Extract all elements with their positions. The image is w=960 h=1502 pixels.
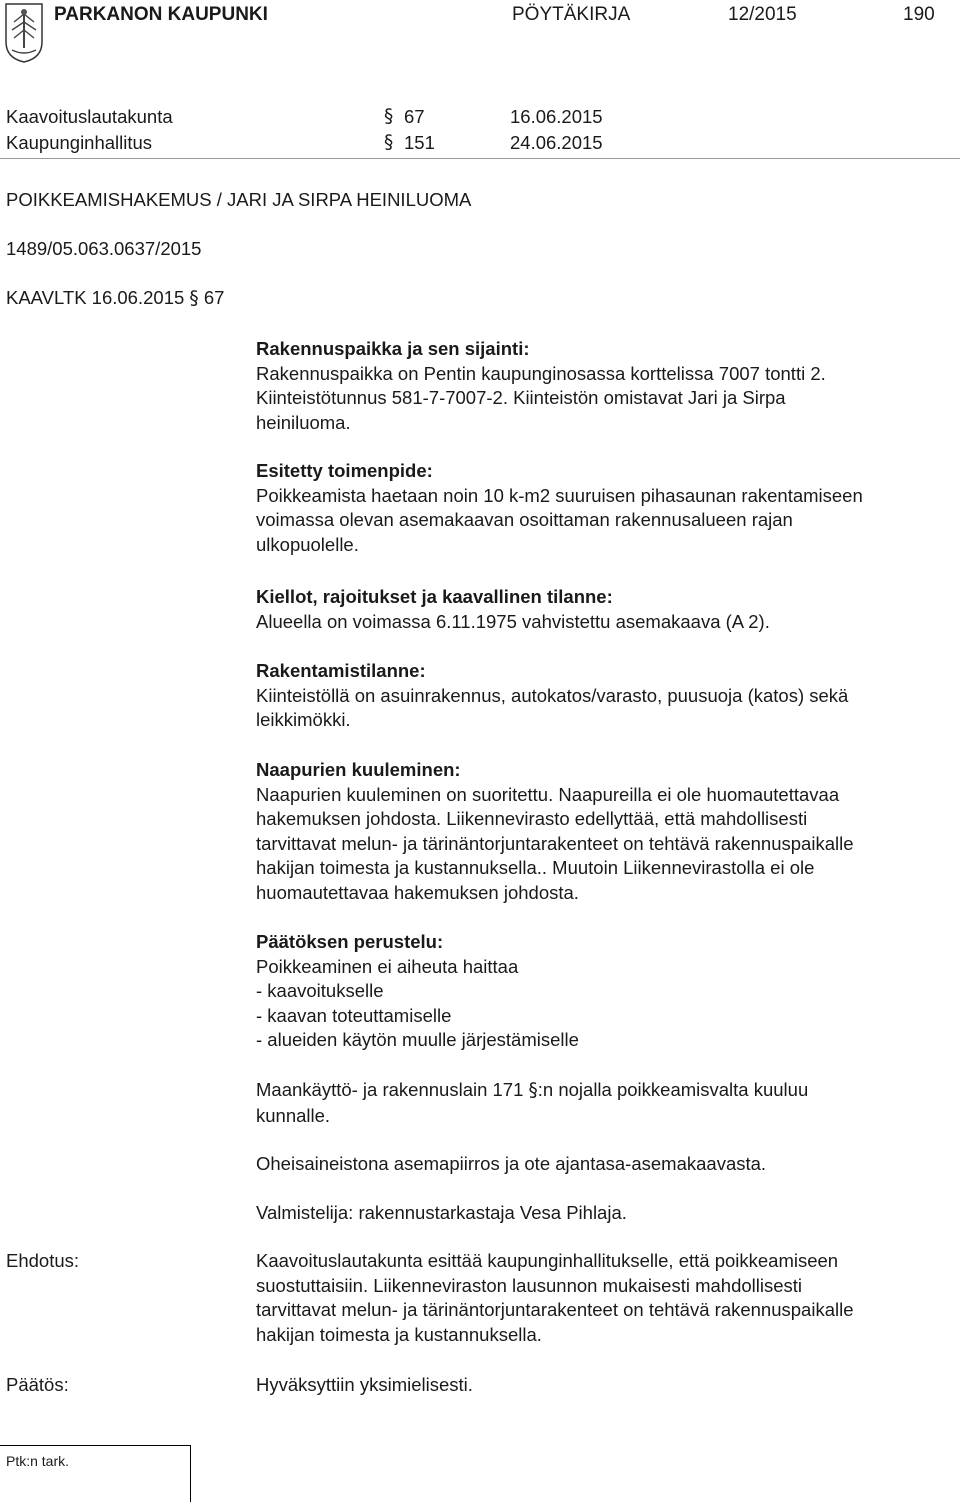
proposal-line: Kaavoituslautakunta esittää kaupunginhallitukselle, että poikkeamiseen xyxy=(256,1250,839,1271)
meeting-reference-number: 67 xyxy=(203,287,225,308)
law-line: kunnalle. xyxy=(256,1104,331,1126)
section-line: hakijan toimesta ja kustannuksella.. Muutoin Liikennevirastolla ei ole xyxy=(256,857,815,878)
section-sign: § xyxy=(384,132,394,153)
document-title: POIKKEAMISHAKEMUS / JARI JA SIRPA HEINILUOMA xyxy=(6,189,472,210)
section-neighbours xyxy=(256,758,956,905)
law-text: Maankäyttö- ja rakennuslain 171 xyxy=(256,1079,524,1100)
section-line: Naapurien kuuleminen on suoritettu. Naapureilla ei ole huomautettavaa xyxy=(256,783,840,805)
section-heading: Kiellot, rajoitukset ja kaavallinen tilanne: xyxy=(256,586,613,607)
record-number: 1489/05.063.0637/2015 xyxy=(6,238,202,259)
section-sign: § xyxy=(528,1080,538,1101)
proposal-line: suostuttaisiin. Liikenneviraston lausunnon mukaisesti mahdollisesti xyxy=(256,1274,803,1296)
minutes-check-box xyxy=(0,1445,191,1502)
page-number: 190 xyxy=(903,4,935,25)
meeting-reference xyxy=(6,286,224,312)
section-line: ulkopuolelle. xyxy=(256,533,359,555)
section-line: - kaavoitukselle xyxy=(256,980,384,1001)
section-line: leikkimökki. xyxy=(256,709,351,730)
section-line: Rakennuspaikka on Pentin kaupunginosassa korttelissa 7007 tontti 2. xyxy=(256,362,826,384)
preparer: Valmistelija: rakennustarkastaja Vesa Pihlaja. xyxy=(256,1202,627,1223)
section-heading: Naapurien kuuleminen: xyxy=(256,759,461,780)
meeting-body: Kaavoituslautakunta xyxy=(6,106,173,127)
section-line: Alueella on voimassa 6.11.1975 vahvistettu asemakaava (A 2). xyxy=(256,610,770,632)
decision-label: Päätös: xyxy=(6,1374,69,1395)
minutes-check-label: Ptk:n tark. xyxy=(6,1453,70,1469)
section-heading: Rakentamistilanne: xyxy=(256,660,426,681)
section-heading: Esitetty toimenpide: xyxy=(256,460,433,481)
meeting-reference-prefix: KAAVLTK 16.06.2015 xyxy=(6,287,185,308)
section-decision-grounds xyxy=(256,930,956,1053)
section-heading: Rakennuspaikka ja sen sijainti: xyxy=(256,338,530,359)
section-line: tarvittavat melun- ja tärinäntorjuntarakenteet on tehtävä rakennuspaikalle xyxy=(256,832,854,854)
meeting-body: Kaupunginhallitus xyxy=(6,132,153,153)
proposal-line: hakijan toimesta ja kustannuksella. xyxy=(256,1323,542,1345)
section-line: Poikkeamista haetaan noin 10 k-m2 suuruisen pihasaunan rakentamiseen xyxy=(256,484,863,506)
meeting-date: 16.06.2015 xyxy=(510,106,603,127)
section-building-status xyxy=(256,659,956,733)
section-line: voimassa olevan asemakaavan osoittaman rakennusalueen rajan xyxy=(256,509,793,530)
section-sign: § xyxy=(384,106,394,127)
section-line: hakemuksen johdosta. Liikennevirasto edellyttää, että mahdollisesti xyxy=(256,808,808,829)
section-line: - kaavan toteuttamiselle xyxy=(256,1004,452,1026)
section-restrictions xyxy=(256,585,956,634)
header-divider xyxy=(0,158,960,159)
section-line: Poikkeaminen ei aiheuta haittaa xyxy=(256,955,519,977)
law-reference xyxy=(256,1078,956,1128)
meeting-number: 67 xyxy=(404,106,425,127)
proposal-line: tarvittavat melun- ja tärinäntorjuntarakenteet on tehtävä rakennuspaikalle xyxy=(256,1299,854,1320)
meeting-number: 151 xyxy=(404,132,435,153)
section-proposed-action xyxy=(256,459,956,557)
document-type: PÖYTÄKIRJA xyxy=(512,4,631,25)
section-line: Kiinteistöllä on asuinrakennus, autokatos/varasto, puusuoja (katos) sekä xyxy=(256,684,849,706)
proposal-text xyxy=(256,1249,956,1347)
section-location xyxy=(256,337,956,435)
decision-text: Hyväksyttiin yksimielisesti. xyxy=(256,1374,473,1395)
law-text: :n nojalla poikkeamisvalta kuuluu xyxy=(537,1079,809,1100)
coat-of-arms-icon xyxy=(4,2,44,64)
attachments: Oheisaineistona asemapiirros ja ote ajantasa-asemakaavasta. xyxy=(256,1153,767,1174)
section-sign: § xyxy=(189,288,199,309)
document-number: 12/2015 xyxy=(728,4,797,25)
city-name: PARKANON KAUPUNKI xyxy=(54,4,268,25)
meeting-date: 24.06.2015 xyxy=(510,132,603,153)
proposal-label: Ehdotus: xyxy=(6,1250,80,1271)
law-line xyxy=(256,1078,956,1104)
section-line: heiniluoma. xyxy=(256,411,351,433)
section-line: - alueiden käytön muulle järjestämiselle xyxy=(256,1029,579,1050)
section-line: huomautettavaa hakemuksen johdosta. xyxy=(256,881,579,903)
section-line: Kiinteistötunnus 581-7-7007-2. Kiinteistön omistavat Jari ja Sirpa xyxy=(256,387,786,408)
section-heading: Päätöksen perustelu: xyxy=(256,931,444,952)
